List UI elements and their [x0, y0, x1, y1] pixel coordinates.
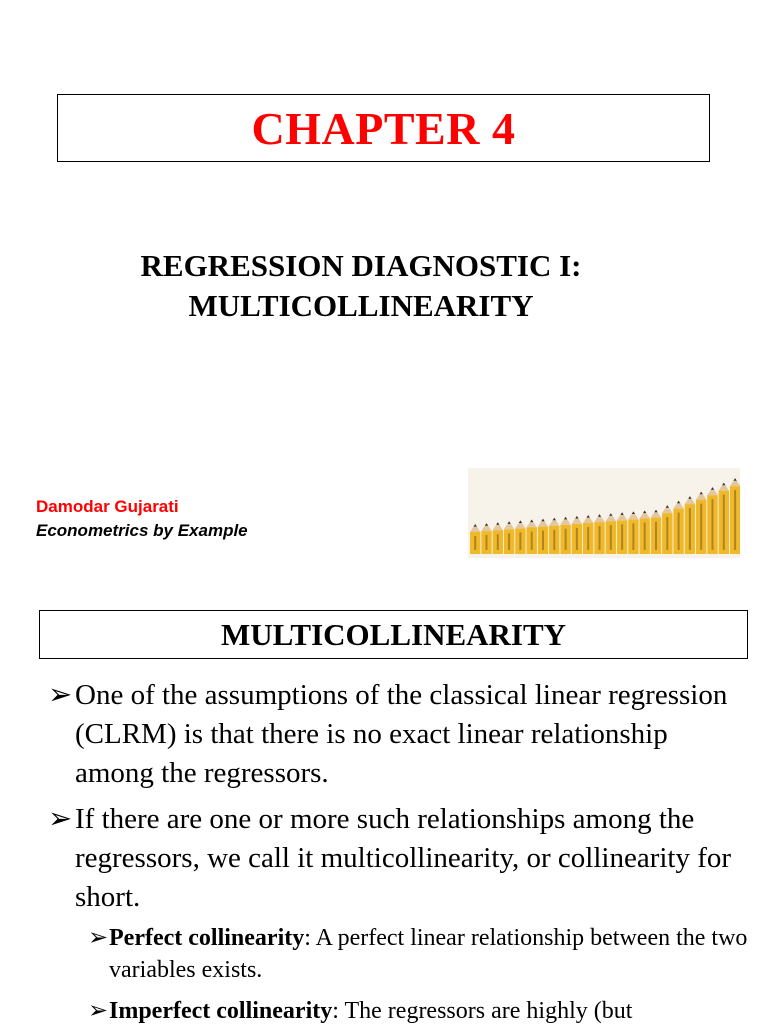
author-block — [36, 495, 248, 543]
pencil — [673, 501, 683, 554]
pencil — [696, 492, 706, 554]
pencil — [572, 516, 582, 554]
sub-bullet-text: : A perfect linear relationship between the two variables exists. — [109, 925, 748, 983]
author-name: Damodar Gujarati — [36, 497, 179, 516]
pencil — [617, 512, 627, 554]
pencil — [719, 483, 729, 554]
chapter-subtitle — [0, 246, 722, 326]
pencil — [662, 505, 672, 554]
pencil — [594, 514, 604, 554]
arrow-bullet-icon: ➢ — [88, 998, 109, 1024]
sub-bullet-perfect — [88, 922, 748, 986]
book-title: Econometrics by Example — [36, 521, 248, 540]
pencil — [628, 511, 638, 554]
bullet-assumption — [48, 676, 748, 793]
pencil — [651, 510, 661, 554]
subtitle-line-1: REGRESSION DIAGNOSTIC I: — [140, 248, 582, 283]
content-slide — [0, 590, 768, 1024]
sub-bullet-text: : The regressors are highly (but — [332, 998, 633, 1024]
sub-bullet-term: Imperfect collinearity — [109, 998, 333, 1024]
bullet-definition — [48, 800, 748, 917]
sub-bullet-imperfect — [88, 995, 748, 1024]
arrow-bullet-icon: ➢ — [48, 803, 73, 835]
arrow-bullet-icon: ➢ — [48, 679, 73, 711]
section-title: MULTICOLLINEARITY — [220, 616, 567, 652]
chapter-title: CHAPTER 4 — [251, 102, 516, 154]
pencil — [707, 487, 717, 554]
subtitle-line-2: MULTICOLLINEARITY — [188, 288, 534, 323]
pencil — [640, 511, 650, 555]
pencil — [606, 513, 616, 554]
section-title-box — [39, 610, 748, 659]
bullet-text: One of the assumptions of the classical linear regression (CLRM) is that there is no exact linear relationship among the regressors. — [75, 679, 728, 789]
arrow-bullet-icon: ➢ — [88, 925, 109, 951]
bullet-text: If there are one or more such relationships among the regressors, we call it multicollinearity, or collinearity for short. — [75, 803, 732, 913]
chapter-title-box — [57, 94, 710, 162]
pencil — [730, 478, 740, 554]
pencils-image — [468, 468, 740, 558]
sub-bullet-term: Perfect collinearity — [109, 925, 305, 951]
pencil — [583, 515, 593, 554]
pencil — [685, 496, 695, 554]
